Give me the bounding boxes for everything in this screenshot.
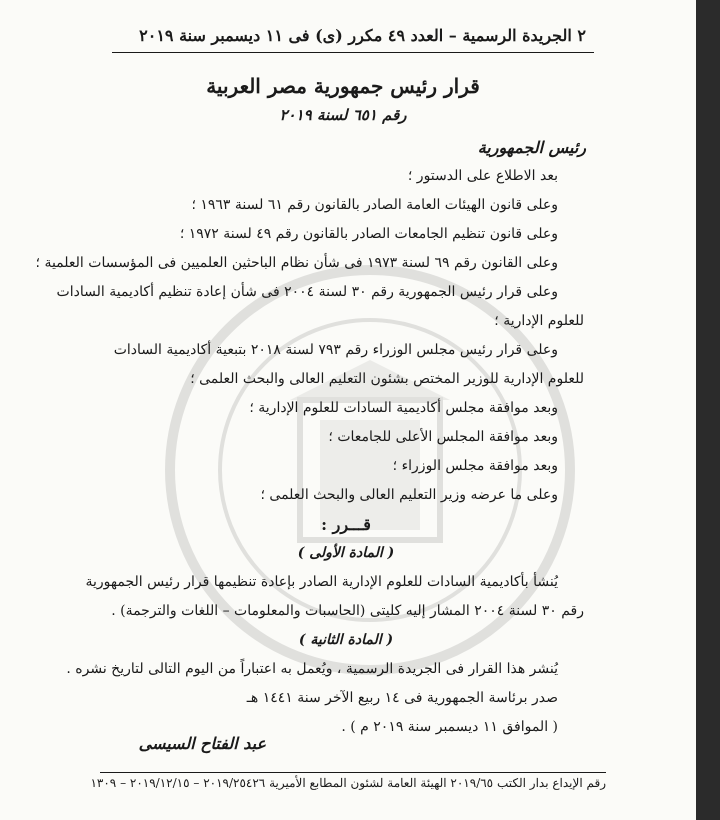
- issue-date-line: صدر برئاسة الجمهورية فى ١٤ ربيع الآخر سنة ١٤٤١ هـ: [246, 690, 558, 706]
- decides-heading: قـــرر :: [321, 515, 371, 534]
- article-line: يُنشر هذا القرار فى الجريدة الرسمية ، ويُعمل به اعتباراً من اليوم التالى لتاريخ نشره .: [66, 661, 558, 677]
- recital-line: للعلوم الإدارية للوزير المختص بشئون التعليم العالى والبحث العلمى ؛: [190, 371, 584, 387]
- issuer-heading: رئيس الجمهورية: [477, 138, 586, 157]
- recital-line: وعلى قانون الهيئات العامة الصادر بالقانون رقم ٦١ لسنة ١٩٦٣ ؛: [191, 197, 558, 213]
- recital-line: وعلى قرار رئيس الجمهورية رقم ٣٠ لسنة ٢٠٠٤ فى شأن إعادة تنظيم أكاديمية السادات: [56, 284, 558, 300]
- recital-line: وبعد موافقة مجلس الوزراء ؛: [392, 458, 558, 474]
- recital-line: بعد الاطلاع على الدستور ؛: [407, 168, 558, 184]
- signature: عبد الفتاح السيسى: [138, 734, 266, 753]
- header-divider: [112, 52, 594, 53]
- footer-divider: [100, 772, 606, 773]
- scan-border: [696, 0, 720, 820]
- gazette-header: ٢ الجريدة الرسمية – العدد ٤٩ مكرر (ى) فى ١١ ديسمبر سنة ٢٠١٩: [139, 26, 586, 45]
- article-line: يُنشأ بأكاديمية السادات للعلوم الإدارية الصادر بإعادة تنظيمها قرار رئيس الجمهورية: [85, 574, 558, 590]
- issue-date-line: ( الموافق ١١ ديسمبر سنة ٢٠١٩ م ) .: [341, 719, 558, 735]
- recital-line: وعلى قانون تنظيم الجامعات الصادر بالقانون رقم ٤٩ لسنة ١٩٧٢ ؛: [179, 226, 558, 242]
- decree-body: [35, 162, 584, 742]
- recital-line: وبعد موافقة مجلس أكاديمية السادات للعلوم الإدارية ؛: [249, 400, 558, 416]
- recital-line: وعلى ما عرضه وزير التعليم العالى والبحث العلمى ؛: [260, 487, 558, 503]
- article-heading: ( المادة الأولى ): [297, 545, 395, 561]
- deposit-footer: رقم الإيداع بدار الكتب ٢٠١٩/٦٥ الهيئة العامة لشئون المطابع الأميرية ٢٠١٩/٢٥٤٢٦ – ٢٠١٩/١٢/١٥ – ١٣٠٩: [90, 776, 606, 790]
- article-line: رقم ٣٠ لسنة ٢٠٠٤ المشار إليه كليتى (الحاسبات والمعلومات – اللغات والترجمة) .: [111, 603, 584, 619]
- recital-line: وعلى القانون رقم ٦٩ لسنة ١٩٧٣ فى شأن نظام الباحثين العلميين فى المؤسسات العلمية ؛: [35, 255, 558, 271]
- decree-title: قرار رئيس جمهورية مصر العربية: [206, 74, 480, 98]
- recital-line: وعلى قرار رئيس مجلس الوزراء رقم ٧٩٣ لسنة ٢٠١٨ بتبعية أكاديمية السادات: [113, 342, 558, 358]
- recital-line: وبعد موافقة المجلس الأعلى للجامعات ؛: [328, 429, 558, 445]
- recital-line: للعلوم الإدارية ؛: [494, 313, 584, 329]
- article-heading: ( المادة الثانية ): [298, 632, 394, 648]
- decree-number: رقم ٦٥١ لسنة ٢٠١٩: [279, 106, 407, 124]
